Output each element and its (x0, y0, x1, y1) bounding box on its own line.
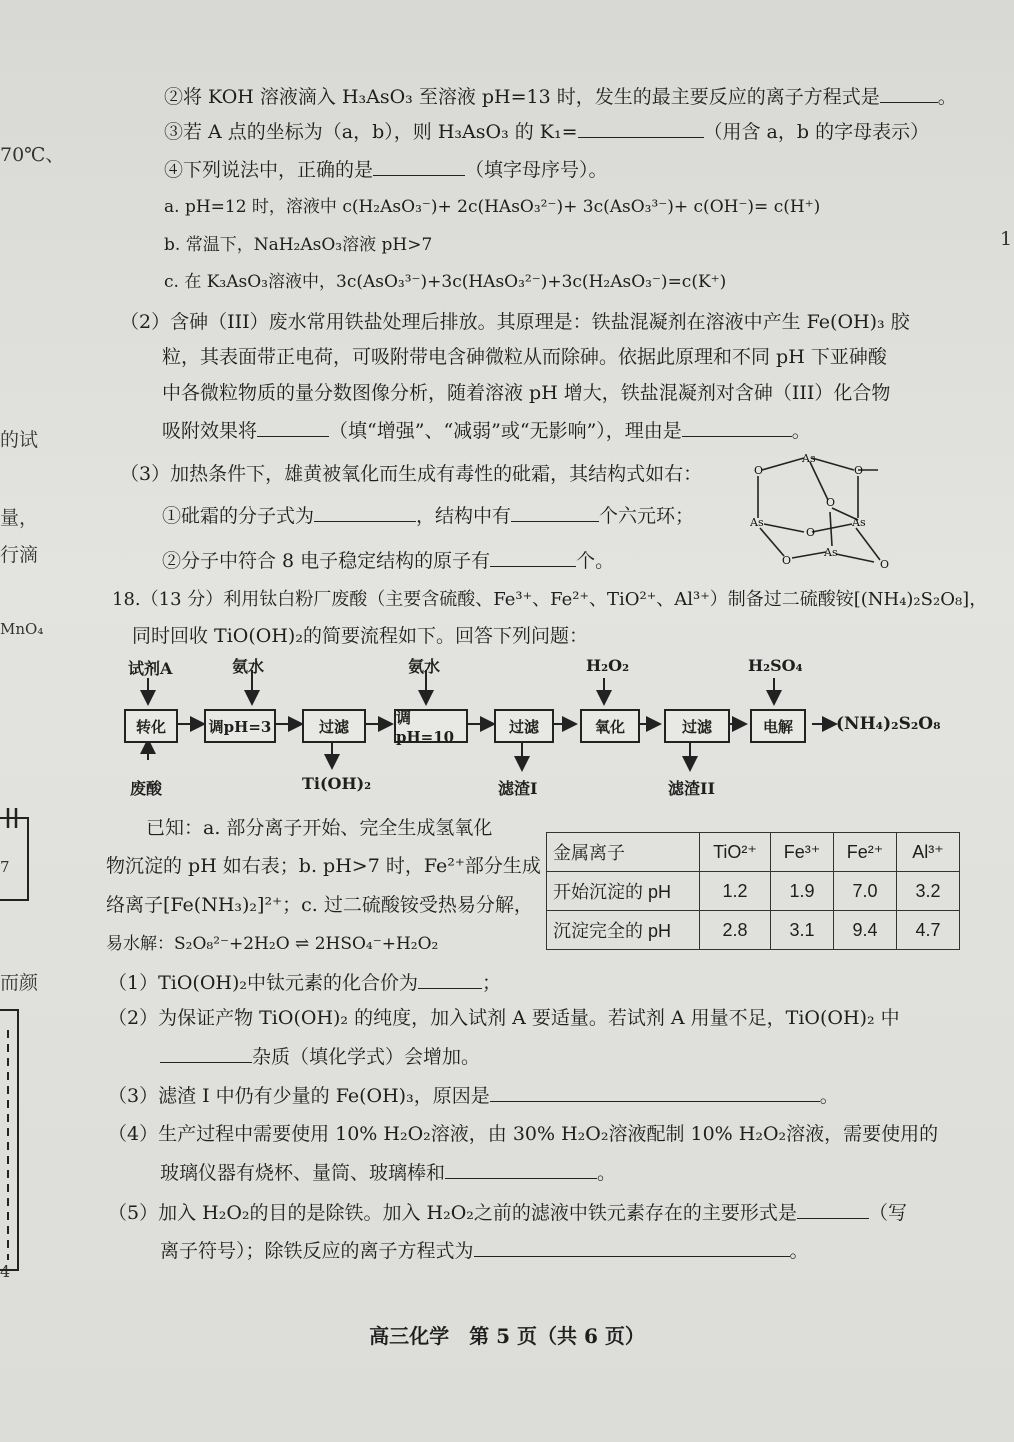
answer-blank[interactable] (373, 157, 465, 176)
table-header-cell: Al³⁺ (897, 833, 960, 872)
flow-step-adjust-ph10: 调pH=10 (394, 709, 468, 743)
table-header-cell: Fe³⁺ (771, 833, 834, 872)
table-cell: 沉淀完全的 pH (547, 911, 700, 950)
q18-sub-1: （1）TiO(OH)₂中钛元素的化合价为 ； (108, 972, 502, 994)
arsenic-oxide-structure (746, 448, 906, 578)
flow-step-filter: 过滤 (494, 709, 554, 743)
flow-product: (NH₄)₂S₂O₈ (836, 714, 941, 734)
q18-heading: 18.（13 分）利用钛白粉厂废酸（主要含硫酸、Fe³⁺、Fe²⁺、TiO²⁺、Al³⁺）制备过二硫酸铵[(NH₄)₂S₂O₈]， (112, 589, 988, 610)
table-cell: 1.2 (700, 872, 771, 911)
answer-blank[interactable] (445, 1160, 597, 1179)
q18-heading: 同时回收 TiO(OH)₂的简要流程如下。回答下列问题： (132, 625, 588, 647)
q17-part-3: ②分子中符合 8 电子稳定结构的原子有 个。 (162, 550, 615, 572)
q17-part-3: （3）加热条件下，雄黄被氧化而生成有毒性的砒霜，其结构式如右： (120, 463, 703, 485)
table-header-row (547, 833, 960, 872)
q18-sub-2: 杂质（填化学式）会增加。 (160, 1044, 480, 1069)
q17-item-2: ②将 KOH 溶液滴入 H₃AsO₃ 至溶液 pH=13 时，发生的最主要反应的离子方程式是 。 (164, 86, 957, 108)
flow-label-h2so4: H₂SO₄ (748, 656, 803, 675)
right-edge-text: 1 (1000, 228, 1013, 250)
q18-sub-5: 离子符号）；除铁反应的离子方程式为 。 (160, 1240, 809, 1262)
q18-known: 易水解：S₂O₈²⁻+2H₂O ⇌ 2HSO₄⁻+H₂O₂ (106, 934, 439, 954)
q17-item-3: ③若 A 点的坐标为（a，b），则 H₃AsO₃ 的 K₁= （用含 a，b 的字母表示） (164, 121, 930, 143)
q17-item-4: ④下列说法中，正确的是 （填字母序号）。 (164, 159, 608, 181)
answer-blank[interactable] (418, 970, 482, 989)
table-header-cell: Fe²⁺ (834, 833, 897, 872)
table-cell: 1.9 (771, 872, 834, 911)
q18-sub-3: （3）滤渣 I 中仍有少量的 Fe(OH)₃，原因是 。 (108, 1085, 839, 1107)
atom-o: O (854, 464, 864, 477)
q18-sub-5: （5）加入 H₂O₂的目的是除铁。加入 H₂O₂之前的滤液中铁元素存在的主要形式是 （写 (108, 1202, 907, 1224)
atom-o: O (754, 464, 764, 477)
atom-as: As (824, 546, 838, 559)
answer-blank[interactable] (511, 503, 599, 522)
left-edge-text: 4 (0, 1262, 11, 1281)
table-row (547, 872, 960, 911)
atom-as: As (750, 516, 764, 529)
table-header-cell: 金属离子 (547, 833, 700, 872)
flow-step-adjust-ph3: 调pH=3 (204, 709, 276, 743)
answer-blank[interactable] (314, 503, 416, 522)
table-cell: 7.0 (834, 872, 897, 911)
left-edge-text: 量， (0, 507, 39, 529)
flow-step-filter: 过滤 (302, 709, 366, 743)
table-cell: 2.8 (700, 911, 771, 950)
left-edge-text: MnO₄ (0, 620, 44, 638)
table-cell: 3.2 (897, 872, 960, 911)
q18-known: 物沉淀的 pH 如右表；b. pH>7 时，Fe²⁺部分生成 (106, 855, 541, 877)
flow-label-waste-acid: 废酸 (130, 779, 163, 798)
q17-part-2: 中各微粒物质的量分数图像分析，随着溶液 pH 增大，铁盐混凝剂对含砷（III）化合物 (162, 382, 891, 404)
flow-output-tioh: Ti(OH)₂ (302, 774, 372, 793)
q17-part-3: ①砒霜的分子式为 ，结构中有 个六元环； (162, 505, 695, 527)
answer-blank[interactable] (490, 548, 576, 567)
flow-step-filter: 过滤 (664, 709, 730, 743)
table-cell: 3.1 (771, 911, 834, 950)
flow-output-residue-1: 滤渣I (498, 779, 538, 798)
q17-option-c: c. 在 K₃AsO₃溶液中，3c(AsO₃³⁻)+3c(HAsO₃²⁻)+3c(H₂AsO₃⁻)=c(K⁺) (164, 272, 727, 292)
left-edge-text: 7 (0, 858, 10, 876)
answer-blank[interactable] (797, 1200, 869, 1219)
left-edge-text: 而颜 (0, 972, 39, 994)
flow-label-h2o2: H₂O₂ (586, 656, 630, 675)
table-header-cell: TiO²⁺ (700, 833, 771, 872)
atom-o: O (782, 554, 792, 567)
answer-blank[interactable] (160, 1044, 252, 1063)
q17-part-2: 吸附效果将 （填“增强”、“减弱”或“无影响”），理由是 。 (162, 420, 811, 442)
answer-blank[interactable] (490, 1083, 820, 1102)
answer-blank[interactable] (880, 84, 938, 103)
flow-step-electrolysis: 电解 (750, 709, 806, 743)
precipitation-ph-table (546, 832, 960, 950)
table-cell: 开始沉淀的 pH (547, 872, 700, 911)
left-edge-text: 行滴 (0, 544, 39, 566)
flow-step-oxidation: 氧化 (580, 709, 640, 743)
flow-step-conversion: 转化 (124, 709, 178, 743)
q17-option-b: b. 常温下，NaH₂AsO₃溶液 pH>7 (164, 235, 433, 255)
flow-label-ammonia: 氨水 (408, 657, 441, 676)
table-cell: 9.4 (834, 911, 897, 950)
atom-as: As (802, 452, 816, 465)
q17-option-a: a. pH=12 时，溶液中 c(H₂AsO₃⁻)+ 2c(HAsO₃²⁻)+ 3c(AsO₃³⁻)+ c(OH⁻)= c(H⁺) (164, 197, 821, 217)
answer-blank[interactable] (682, 418, 792, 437)
table-cell: 4.7 (897, 911, 960, 950)
q18-known: 络离子[Fe(NH₃)₂]²⁺；c. 过二硫酸铵受热易分解， (106, 894, 533, 916)
q17-part-2: 粒，其表面带正电荷，可吸附带电含砷微粒从而除砷。依据此原理和不同 pH 下亚砷酸 (162, 346, 887, 368)
apparatus-fragment (0, 800, 40, 1300)
atom-o: O (826, 496, 836, 509)
atom-as: As (852, 516, 866, 529)
page-footer: 高三化学 第 5 页（共 6 页） (369, 1324, 645, 1348)
answer-blank[interactable] (578, 119, 704, 138)
flow-label-ammonia: 氨水 (232, 657, 265, 676)
left-edge-text: 的试 (0, 429, 39, 451)
flow-label-reagent-a: 试剂A (128, 659, 173, 678)
q18-sub-4: （4）生产过程中需要使用 10% H₂O₂溶液，由 30% H₂O₂溶液配制 10% H₂O₂溶液，需要使用的 (108, 1123, 939, 1145)
atom-o: O (880, 558, 890, 571)
q17-part-2: （2）含砷（III）废水常用铁盐处理后排放。其原理是：铁盐混凝剂在溶液中产生 Fe(OH)₃ 胶 (120, 311, 910, 333)
q18-sub-2: （2）为保证产物 TiO(OH)₂ 的纯度，加入试剂 A 要适量。若试剂 A 用量不足，TiO(OH)₂ 中 (108, 1007, 900, 1029)
answer-blank[interactable] (257, 418, 329, 437)
left-edge-text: 70℃、 (0, 144, 65, 166)
atom-o: O (806, 526, 816, 539)
table-row (547, 911, 960, 950)
flow-output-residue-2: 滤渣II (668, 779, 715, 798)
q18-known: 已知：a. 部分离子开始、完全生成氢氧化 (146, 817, 493, 839)
q18-sub-4: 玻璃仪器有烧杯、量筒、玻璃棒和 。 (160, 1162, 617, 1184)
answer-blank[interactable] (474, 1238, 790, 1257)
